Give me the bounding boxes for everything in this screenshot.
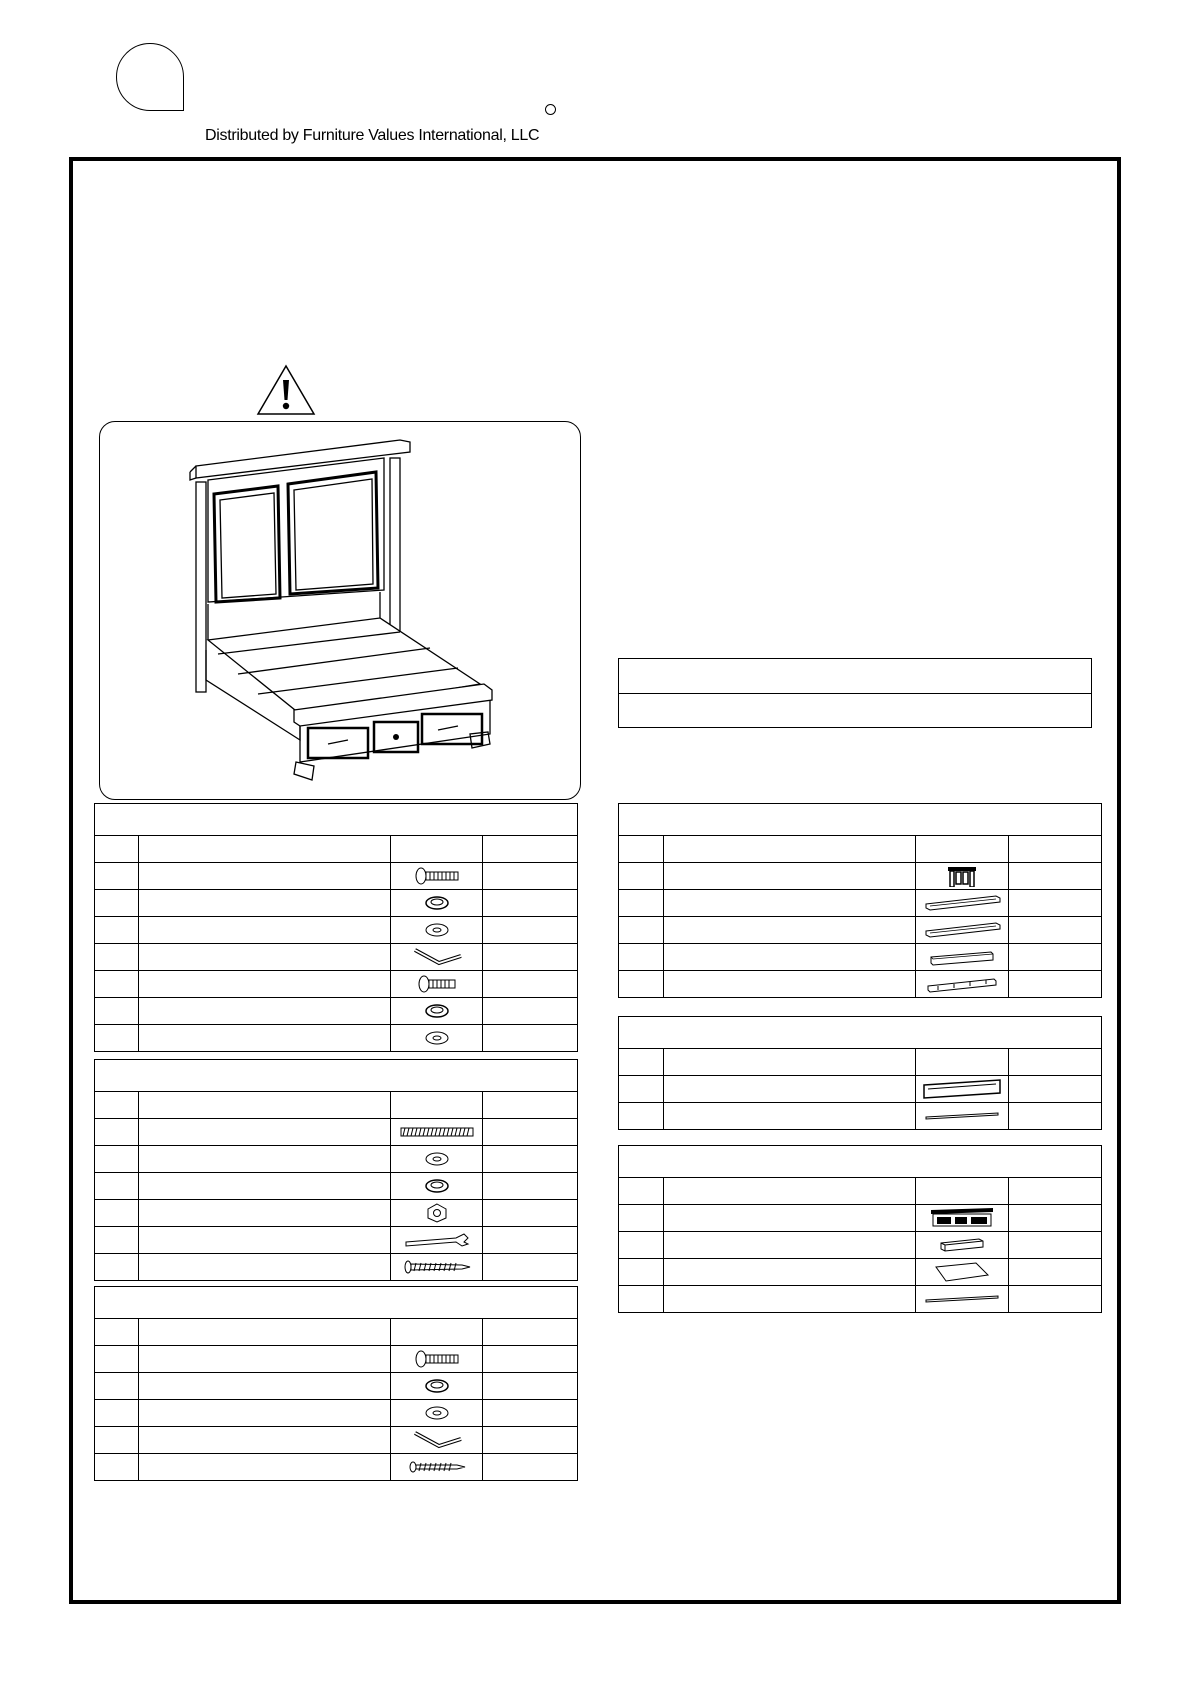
table-cell — [139, 1373, 391, 1400]
table-cell — [483, 863, 578, 890]
table-cell — [1009, 1286, 1102, 1313]
drawer-box-icon — [937, 1235, 987, 1255]
brand-logo — [116, 43, 184, 111]
table-cell — [664, 863, 916, 890]
table-cell — [139, 1254, 391, 1281]
allen-wrench-icon — [409, 946, 465, 968]
lock-washer-icon — [422, 1001, 452, 1021]
distributor-text: Distributed by Furniture Values International, LLC — [205, 127, 540, 144]
side-rail-icon — [922, 919, 1002, 941]
table-cell — [139, 1400, 391, 1427]
table-cell — [95, 1373, 139, 1400]
table-title-row — [619, 1146, 1102, 1178]
table-row — [95, 1146, 578, 1173]
table-cell — [483, 1427, 578, 1454]
table-cell — [1009, 1049, 1102, 1076]
slat-icon — [922, 1292, 1002, 1306]
table-cell — [139, 944, 391, 971]
table-row — [95, 890, 578, 917]
info-box — [618, 658, 1092, 728]
table-cell — [95, 1227, 139, 1254]
table-cell — [664, 1049, 916, 1076]
table-cell — [391, 971, 483, 998]
table-cell — [916, 1259, 1009, 1286]
table-cell — [139, 1092, 391, 1119]
table-cell — [664, 944, 916, 971]
flat-washer-icon — [422, 1149, 452, 1169]
table-row — [619, 890, 1102, 917]
table-cell — [391, 1200, 483, 1227]
table-cell — [139, 836, 391, 863]
allen-wrench-icon — [409, 1429, 465, 1451]
registered-mark — [545, 104, 556, 115]
slat-icon — [922, 1109, 1002, 1123]
table-cell — [139, 1227, 391, 1254]
table-row — [95, 1119, 578, 1146]
flat-washer-icon — [422, 920, 452, 940]
table-row — [95, 917, 578, 944]
wood-screw-icon — [407, 1459, 467, 1475]
table-cell — [664, 1205, 916, 1232]
table-row — [95, 1454, 578, 1481]
table-cell — [483, 1400, 578, 1427]
table-cell — [95, 863, 139, 890]
table-row — [95, 1373, 578, 1400]
table-row — [95, 863, 578, 890]
table-cell — [664, 1259, 916, 1286]
table-cell — [664, 1178, 916, 1205]
table-cell — [1009, 971, 1102, 998]
table-cell — [483, 890, 578, 917]
table-cell — [483, 1227, 578, 1254]
table-cell — [95, 1254, 139, 1281]
table-row — [95, 1200, 578, 1227]
table-cell — [95, 1173, 139, 1200]
table-cell — [95, 944, 139, 971]
table-header-row — [619, 1178, 1102, 1205]
table-cell — [619, 1205, 664, 1232]
table-cell — [139, 1200, 391, 1227]
table-cell — [391, 1227, 483, 1254]
table-header-row — [95, 1092, 578, 1119]
table-cell — [95, 1427, 139, 1454]
table-cell — [916, 971, 1009, 998]
table-cell — [483, 944, 578, 971]
table-cell — [391, 1254, 483, 1281]
table-row — [619, 944, 1102, 971]
table-cell — [391, 1025, 483, 1052]
table-title — [95, 804, 578, 836]
footboard-icon — [927, 1206, 997, 1230]
table-cell — [619, 1259, 664, 1286]
table-header-row — [95, 836, 578, 863]
hardware-table-2 — [94, 1059, 578, 1281]
table-row — [619, 1232, 1102, 1259]
table-cell — [916, 1232, 1009, 1259]
table-title — [95, 1287, 578, 1319]
table-title — [619, 804, 1102, 836]
table-cell — [619, 836, 664, 863]
table-cell — [139, 1146, 391, 1173]
table-cell — [483, 1173, 578, 1200]
table-cell — [619, 1286, 664, 1313]
table-cell — [1009, 836, 1102, 863]
table-cell — [139, 1427, 391, 1454]
table-title-row — [619, 804, 1102, 836]
side-rail-icon — [922, 892, 1002, 914]
table-cell — [1009, 890, 1102, 917]
table-cell — [1009, 944, 1102, 971]
table-title — [619, 1017, 1102, 1049]
wrench-icon — [402, 1230, 472, 1250]
table-cell — [391, 1454, 483, 1481]
flat-washer-icon — [422, 1403, 452, 1423]
table-cell — [391, 1400, 483, 1427]
table-header-row — [95, 1319, 578, 1346]
table-cell — [916, 1286, 1009, 1313]
lock-washer-icon — [422, 893, 452, 913]
table-row — [619, 863, 1102, 890]
table-cell — [139, 998, 391, 1025]
hardware-table-3 — [94, 1286, 578, 1481]
table-cell — [95, 1119, 139, 1146]
table-cell — [664, 1286, 916, 1313]
table-cell — [95, 890, 139, 917]
table-cell — [483, 836, 578, 863]
table-cell — [619, 1178, 664, 1205]
table-cell — [95, 998, 139, 1025]
table-cell — [664, 1103, 916, 1130]
table-cell — [664, 1232, 916, 1259]
table-cell — [664, 890, 916, 917]
table-cell — [139, 1025, 391, 1052]
table-cell — [619, 890, 664, 917]
table-header-row — [619, 1049, 1102, 1076]
table-row — [95, 944, 578, 971]
info-box-row — [619, 659, 1091, 694]
table-cell — [664, 917, 916, 944]
table-cell — [95, 1025, 139, 1052]
center-rail-icon — [920, 1077, 1004, 1101]
table-row — [95, 1254, 578, 1281]
wood-screw-icon — [402, 1258, 472, 1276]
table-cell — [391, 944, 483, 971]
parts-table-1 — [618, 803, 1102, 998]
table-cell — [139, 1173, 391, 1200]
panel-icon — [932, 1261, 992, 1283]
table-cell — [391, 1319, 483, 1346]
table-cell — [391, 998, 483, 1025]
table-cell — [916, 944, 1009, 971]
table-cell — [916, 917, 1009, 944]
table-cell — [95, 1319, 139, 1346]
table-title-row — [619, 1017, 1102, 1049]
table-cell — [139, 1346, 391, 1373]
table-cell — [95, 1200, 139, 1227]
bolt-icon — [415, 974, 459, 994]
table-cell — [1009, 1232, 1102, 1259]
table-row — [95, 1025, 578, 1052]
table-row — [95, 971, 578, 998]
table-cell — [483, 1346, 578, 1373]
table-row — [619, 1259, 1102, 1286]
table-cell — [916, 863, 1009, 890]
bed-illustration-box — [99, 421, 581, 800]
table-row — [95, 1173, 578, 1200]
table-cell — [95, 1454, 139, 1481]
table-cell — [664, 1076, 916, 1103]
headboard-icon — [944, 865, 980, 887]
table-cell — [1009, 1178, 1102, 1205]
table-cell — [619, 1232, 664, 1259]
table-cell — [1009, 1259, 1102, 1286]
bolt-icon — [412, 1349, 462, 1369]
threaded-rod-icon — [399, 1124, 475, 1140]
flat-washer-icon — [422, 1028, 452, 1048]
table-cell — [483, 1025, 578, 1052]
table-cell — [391, 1173, 483, 1200]
table-cell — [619, 863, 664, 890]
hardware-table-1 — [94, 803, 578, 1052]
hex-nut-icon — [425, 1202, 449, 1224]
table-row — [619, 1076, 1102, 1103]
table-cell — [664, 971, 916, 998]
table-cell — [1009, 917, 1102, 944]
parts-table-2 — [618, 1016, 1102, 1130]
table-cell — [95, 971, 139, 998]
table-cell — [391, 1146, 483, 1173]
table-cell — [95, 1092, 139, 1119]
table-cell — [916, 1103, 1009, 1130]
table-cell — [916, 836, 1009, 863]
table-cell — [483, 971, 578, 998]
warning-triangle-icon — [256, 364, 316, 416]
table-title — [619, 1146, 1102, 1178]
table-cell — [95, 1146, 139, 1173]
table-cell — [483, 917, 578, 944]
rail-icon — [927, 947, 997, 967]
table-cell — [483, 1119, 578, 1146]
lock-washer-icon — [422, 1176, 452, 1196]
table-cell — [483, 1454, 578, 1481]
table-cell — [391, 863, 483, 890]
table-row — [619, 1205, 1102, 1232]
table-header-row — [619, 836, 1102, 863]
lock-washer-icon — [422, 1376, 452, 1396]
table-cell — [916, 1049, 1009, 1076]
table-cell — [664, 836, 916, 863]
table-cell — [391, 890, 483, 917]
table-cell — [483, 1373, 578, 1400]
table-title-row — [95, 1060, 578, 1092]
table-cell — [916, 1205, 1009, 1232]
table-cell — [619, 1103, 664, 1130]
parts-table-3 — [618, 1145, 1102, 1313]
table-cell — [916, 1076, 1009, 1103]
table-cell — [916, 1178, 1009, 1205]
slat-support-icon — [924, 974, 1000, 994]
table-cell — [1009, 1076, 1102, 1103]
table-cell — [139, 863, 391, 890]
table-cell — [619, 971, 664, 998]
bolt-icon — [412, 866, 462, 886]
table-title — [95, 1060, 578, 1092]
table-row — [95, 1400, 578, 1427]
table-cell — [139, 1319, 391, 1346]
table-cell — [139, 1454, 391, 1481]
table-cell — [1009, 863, 1102, 890]
table-row — [619, 1286, 1102, 1313]
table-cell — [619, 1076, 664, 1103]
table-cell — [483, 1092, 578, 1119]
table-cell — [95, 1346, 139, 1373]
table-cell — [619, 1049, 664, 1076]
table-title-row — [95, 804, 578, 836]
table-cell — [139, 971, 391, 998]
table-cell — [619, 944, 664, 971]
table-row — [619, 917, 1102, 944]
table-cell — [1009, 1103, 1102, 1130]
table-cell — [139, 917, 391, 944]
table-cell — [619, 917, 664, 944]
table-cell — [391, 1092, 483, 1119]
bed-line-drawing — [100, 422, 582, 801]
table-cell — [95, 1400, 139, 1427]
table-row — [619, 1103, 1102, 1130]
table-cell — [95, 836, 139, 863]
table-row — [619, 971, 1102, 998]
table-row — [95, 998, 578, 1025]
table-cell — [391, 1119, 483, 1146]
table-cell — [483, 998, 578, 1025]
table-cell — [916, 890, 1009, 917]
table-cell — [391, 917, 483, 944]
table-row — [95, 1346, 578, 1373]
table-row — [95, 1427, 578, 1454]
table-cell — [139, 890, 391, 917]
table-cell — [391, 836, 483, 863]
table-cell — [95, 917, 139, 944]
table-cell — [483, 1146, 578, 1173]
table-row — [95, 1227, 578, 1254]
table-cell — [483, 1319, 578, 1346]
table-cell — [391, 1373, 483, 1400]
table-cell — [391, 1427, 483, 1454]
table-title-row — [95, 1287, 578, 1319]
table-cell — [483, 1254, 578, 1281]
table-cell — [139, 1119, 391, 1146]
table-cell — [1009, 1205, 1102, 1232]
table-cell — [483, 1200, 578, 1227]
table-cell — [391, 1346, 483, 1373]
